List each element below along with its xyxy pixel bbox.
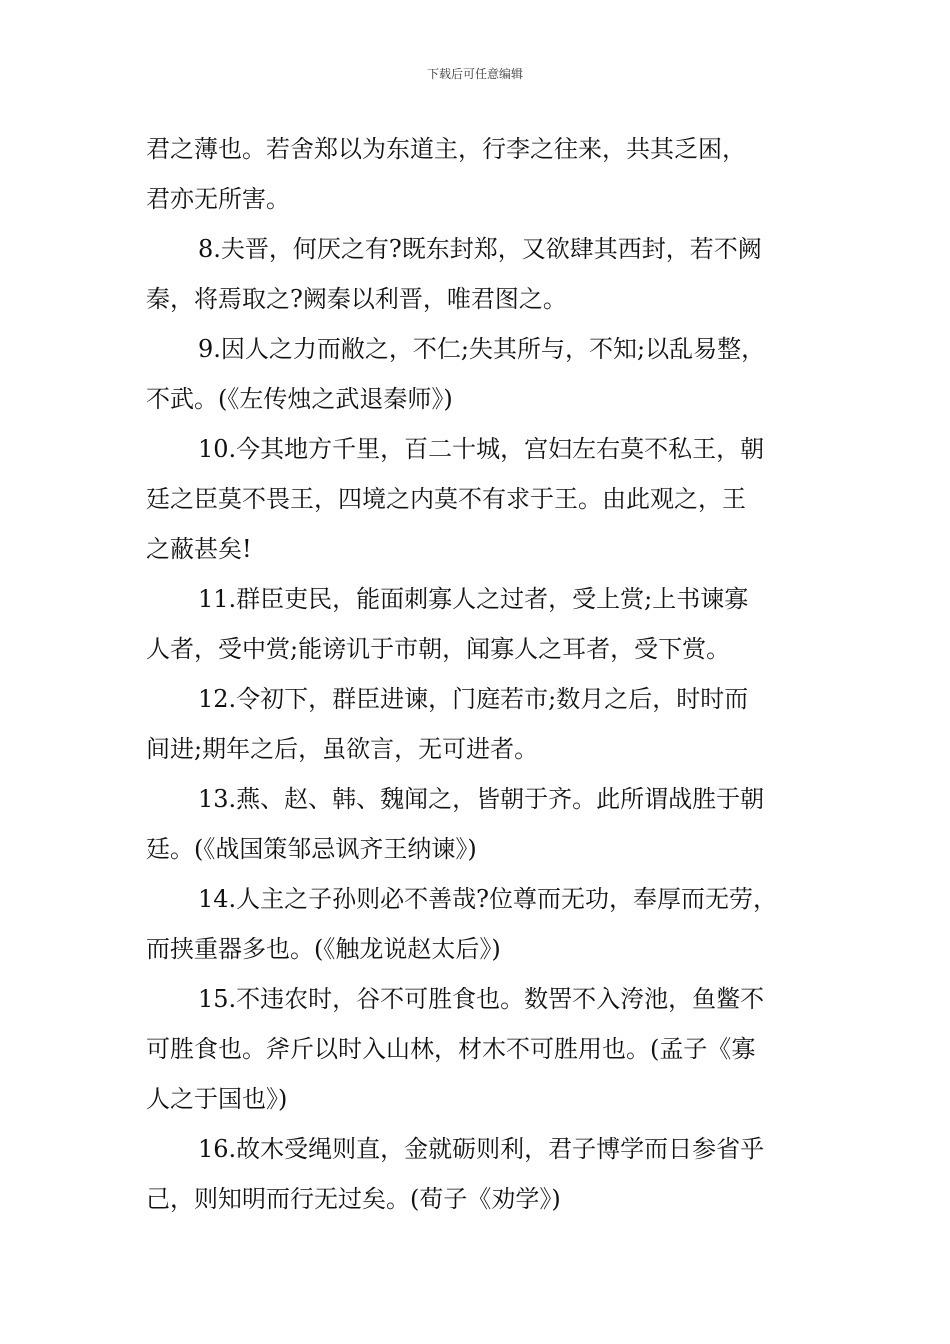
text-line: 秦，将焉取之?阙秦以利晋，唯君图之。 — [146, 285, 567, 313]
text-line: 君亦无所害。 — [146, 185, 290, 213]
text-line: 15.不违农时，谷不可胜食也。数罟不入洿池，鱼鳖不 — [198, 985, 765, 1013]
text-line: 间进;期年之后，虽欲言，无可进者。 — [146, 735, 539, 763]
text-line: 人之于国也》) — [146, 1085, 288, 1113]
text-line: 己，则知明而行无过矣。(荀子《劝学》) — [146, 1185, 561, 1213]
text-line: 君之薄也。若舍郑以为东道主，行李之往来，共其乏困， — [146, 135, 746, 163]
paragraph — [146, 424, 814, 574]
text-line: 14.人主之子孙则必不善哉?位尊而无功，奉厚而无劳， — [198, 885, 778, 913]
text-line: 人者，受中赏;能谤讥于市朝，闻寡人之耳者，受下赏。 — [146, 635, 731, 663]
text-line: 9.因人之力而敝之，不仁;失其所与，不知;以乱易整， — [198, 335, 766, 363]
paragraph — [146, 874, 814, 974]
text-line: 而挟重器多也。(《触龙说赵太后》) — [146, 935, 501, 963]
paragraph — [146, 774, 814, 874]
text-line: 可胜食也。斧斤以时入山林，材木不可胜用也。(孟子《寡 — [146, 1035, 756, 1063]
paragraph — [146, 224, 814, 324]
paragraph — [146, 974, 814, 1124]
text-line: 16.故木受绳则直，金就砺则利，君子博学而日参省乎 — [198, 1135, 765, 1163]
text-line: 12.令初下，群臣进谏，门庭若市;数月之后，时时而 — [198, 685, 749, 713]
text-line: 10.今其地方千里，百二十城，宫妇左右莫不私王，朝 — [198, 435, 765, 463]
paragraph — [146, 574, 814, 674]
text-line: 8.夫晋，何厌之有?既东封郑，又欲肆其西封，若不阙 — [198, 235, 762, 263]
text-line: 13.燕、赵、韩、魏闻之，皆朝于齐。此所谓战胜于朝 — [198, 785, 765, 813]
text-line: 不武。(《左传烛之武退秦师》) — [146, 385, 453, 413]
paragraph — [146, 124, 814, 224]
document-body — [146, 124, 814, 1224]
paragraph — [146, 1124, 814, 1224]
text-line: 廷之臣莫不畏王，四境之内莫不有求于王。由此观之，王 — [146, 485, 746, 513]
text-line: 11.群臣吏民，能面刺寡人之过者，受上赏;上书谏寡 — [198, 585, 749, 613]
paragraph — [146, 324, 814, 424]
text-line: 廷。(《战国策邹忌讽齐王纳谏》) — [146, 835, 477, 863]
text-line: 之蔽甚矣! — [146, 535, 252, 563]
paragraph — [146, 674, 814, 774]
page-header: 下载后可任意编辑 — [426, 67, 523, 81]
